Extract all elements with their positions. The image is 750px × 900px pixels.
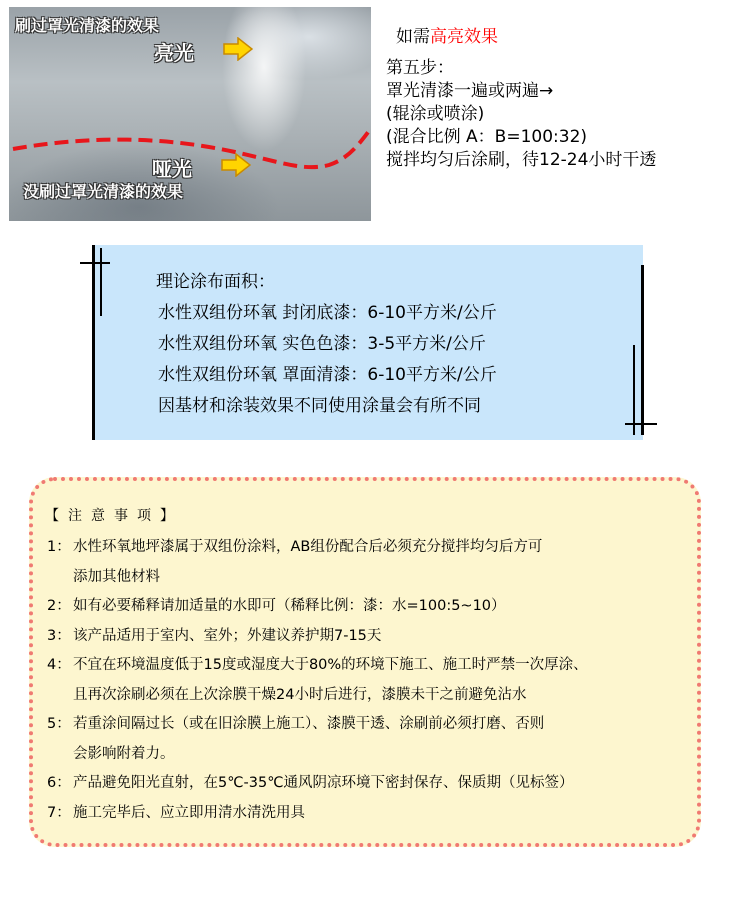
note-text: 不宜在环境温度低于15度或湿度大于80%的环境下施工、施工时严禁一次厚涂、 xyxy=(73,657,588,673)
note-item xyxy=(47,769,588,799)
step-intro xyxy=(396,26,656,49)
step-line: (混合比例 A：B=100:32) xyxy=(386,127,588,147)
coverage-line: 水性双组份环氧 实色色漆：3-5平方米/公斤 xyxy=(158,334,486,354)
corner-mark-line xyxy=(80,262,110,264)
step-line: 罩光清漆一遍或两遍→ xyxy=(386,81,554,101)
note-item xyxy=(47,533,588,592)
caption-without-clear-coat: 没刷过罩光清漆的效果 xyxy=(23,182,184,201)
note-text: 若重涂间隔过长（或在旧涂膜上施工）、漆膜干透、涂刷前必须打磨、否则 xyxy=(73,716,545,732)
note-item xyxy=(47,710,588,769)
corner-mark-line xyxy=(92,245,95,440)
note-number: 6： xyxy=(47,775,71,791)
corner-mark-line xyxy=(633,345,635,435)
note-number: 7： xyxy=(47,804,71,821)
corner-mark-line xyxy=(641,265,644,435)
note-text: 添加其他材料 xyxy=(73,568,160,585)
notes-title: 【注意事项】 xyxy=(45,508,183,524)
step-line: (辊涂或喷涂) xyxy=(386,104,485,124)
note-number: 5： xyxy=(47,716,71,732)
corner-mark-line xyxy=(100,248,102,316)
label-gloss: 亮光 xyxy=(154,41,194,65)
note-number: 4： xyxy=(47,657,71,673)
label-matte: 哑光 xyxy=(152,157,192,181)
note-text: 且再次涂刷必须在上次涂膜干燥24小时后进行，漆膜未干之前避免沾水 xyxy=(73,686,527,703)
coverage-box xyxy=(93,245,643,440)
notes-panel xyxy=(29,477,701,847)
note-text: 如有必要稀释请加适量的水即可（稀释比例：漆：水=100:5~10） xyxy=(73,598,506,614)
coverage-line: 水性双组份环氧 罩面清漆：6-10平方米/公斤 xyxy=(158,365,497,385)
note-number: 2： xyxy=(47,598,71,614)
coverage-line: 因基材和涂装效果不同使用涂量会有所不同 xyxy=(158,396,481,416)
note-number: 3： xyxy=(47,627,71,644)
note-item xyxy=(47,592,588,622)
note-item xyxy=(47,651,588,710)
coverage-title: 理论涂布面积： xyxy=(156,272,275,292)
note-text: 施工完毕后、应立即用清水清洗用具 xyxy=(73,804,305,821)
note-number: 1： xyxy=(47,539,71,555)
note-text: 该产品适用于室内、室外；外建议养护期7-15天 xyxy=(73,627,382,644)
step-intro-highlight: 高亮效果 xyxy=(430,27,498,47)
corner-mark-line xyxy=(625,423,657,425)
arrow-right-icon xyxy=(223,37,253,61)
coverage-line: 水性双组份环氧 封闭底漆：6-10平方米/公斤 xyxy=(158,303,497,323)
step-line: 第五步： xyxy=(386,58,454,78)
note-text: 会影响附着力。 xyxy=(73,745,175,762)
step-intro-prefix: 如需 xyxy=(396,27,430,47)
note-text: 产品避免阳光直射，在5℃-35℃通风阴凉环境下密封保存、保质期（见标签） xyxy=(73,775,574,791)
step-line: 搅拌均匀后涂刷，待12-24小时干透 xyxy=(386,150,657,170)
note-text: 水性环氧地坪漆属于双组份涂料，AB组份配合后必须充分搅拌均匀后方可 xyxy=(73,539,543,555)
note-item xyxy=(47,622,588,652)
caption-with-clear-coat: 刷过罩光清漆的效果 xyxy=(15,16,160,35)
floor-finish-photo xyxy=(9,7,371,221)
step-five-instructions xyxy=(386,26,656,172)
arrow-right-icon xyxy=(221,153,251,177)
note-item xyxy=(47,799,588,829)
